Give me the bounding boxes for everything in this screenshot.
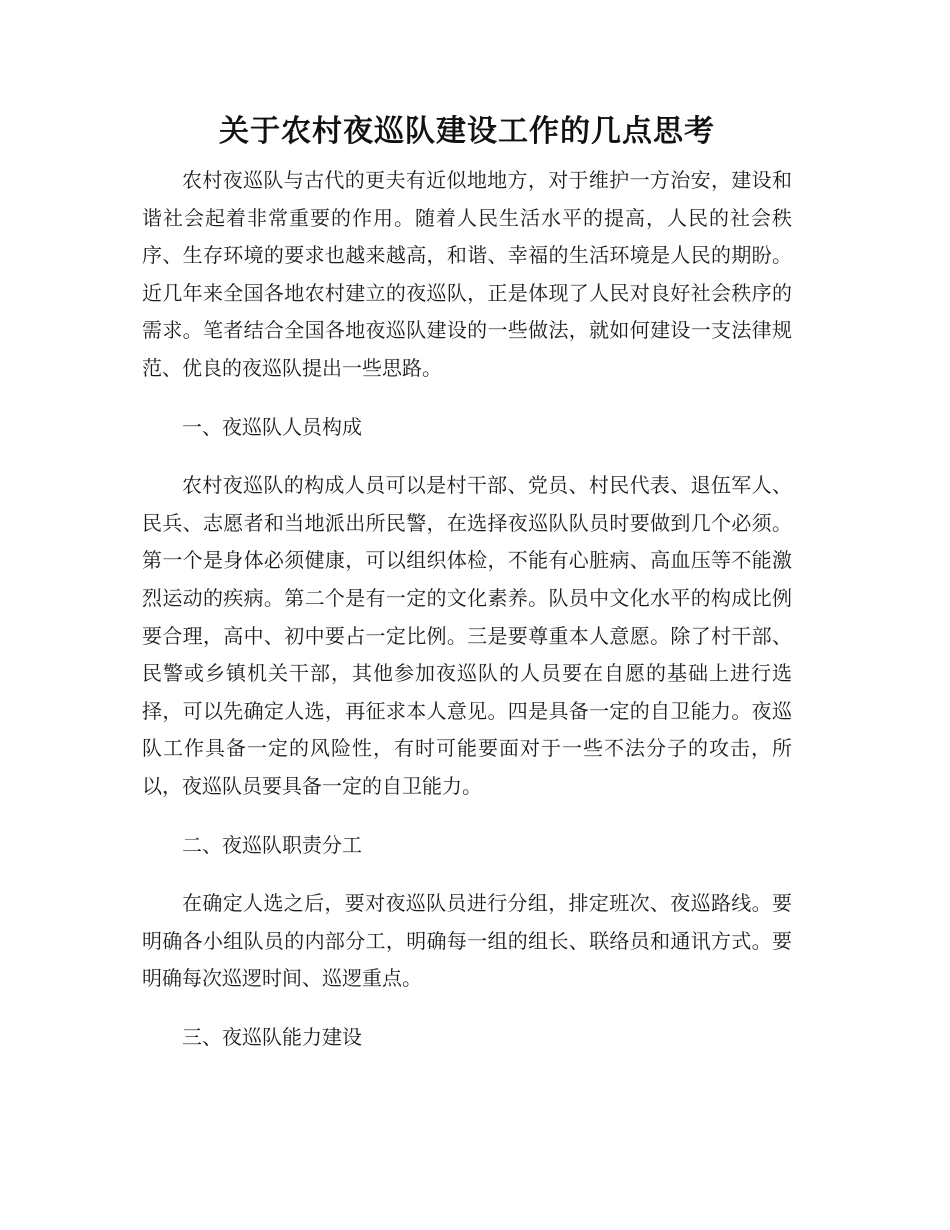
spacer [142,806,792,827]
document-page [142,108,792,1056]
document-title: 关于农村夜巡队建设工作的几点思考 [219,114,715,149]
section-heading-2: 二、夜巡队职责分工 [182,832,362,857]
intro-paragraph: 农村夜巡队与古代的更夫有近似地地方，对于维护一方治安，建设和谐社会起着非常重要的作用。随着人民生活水平的提高，人民的社会秩序、生存环境的要求也越来越高，和谐、幸福的生活环境是人民的期盼。近几年来全国各地农村建立的夜巡队，正是体现了人民对良好社会秩序的需求。笔者结合全国各地夜巡队建设的一些做法，就如何建设一支法律规范、优良的夜巡队提出一些思路。 [142,168,792,380]
section-body-2: 在确定人选之后，要对夜巡队员进行分组，排定班次、夜巡路线。要明确各小组队员的内部分工，明确每一组的组长、联络员和通讯方式。要明确每次巡逻时间、巡逻重点。 [142,891,792,991]
spacer [142,388,792,409]
section-heading-1: 一、夜巡队人员构成 [182,414,362,439]
spacer [142,446,792,467]
section-heading-3: 三、夜巡队能力建设 [182,1024,362,1049]
spacer [142,998,792,1019]
section-body-1: 农村夜巡队的构成人员可以是村干部、党员、村民代表、退伍军人、民兵、志愿者和当地派出所民警，在选择夜巡队队员时要做到几个必须。第一个是身体必须健康，可以组织体检，不能有心脏病、高血压等不能激烈运动的疾病。第二个是有一定的文化素养。队员中文化水平的构成比例要合理，高中、初中要占一定比例。三是要尊重本人意愿。除了村干部、民警或乡镇机关干部，其他参加夜巡队的人员要在自愿的基础上进行选择，可以先确定人选，再征求本人意见。四是具备一定的自卫能力。夜巡队工作具备一定的风险性，有时可能要面对于一些不法分子的攻击，所以，夜巡队员要具备一定的自卫能力。 [142,473,792,798]
spacer [142,864,792,885]
